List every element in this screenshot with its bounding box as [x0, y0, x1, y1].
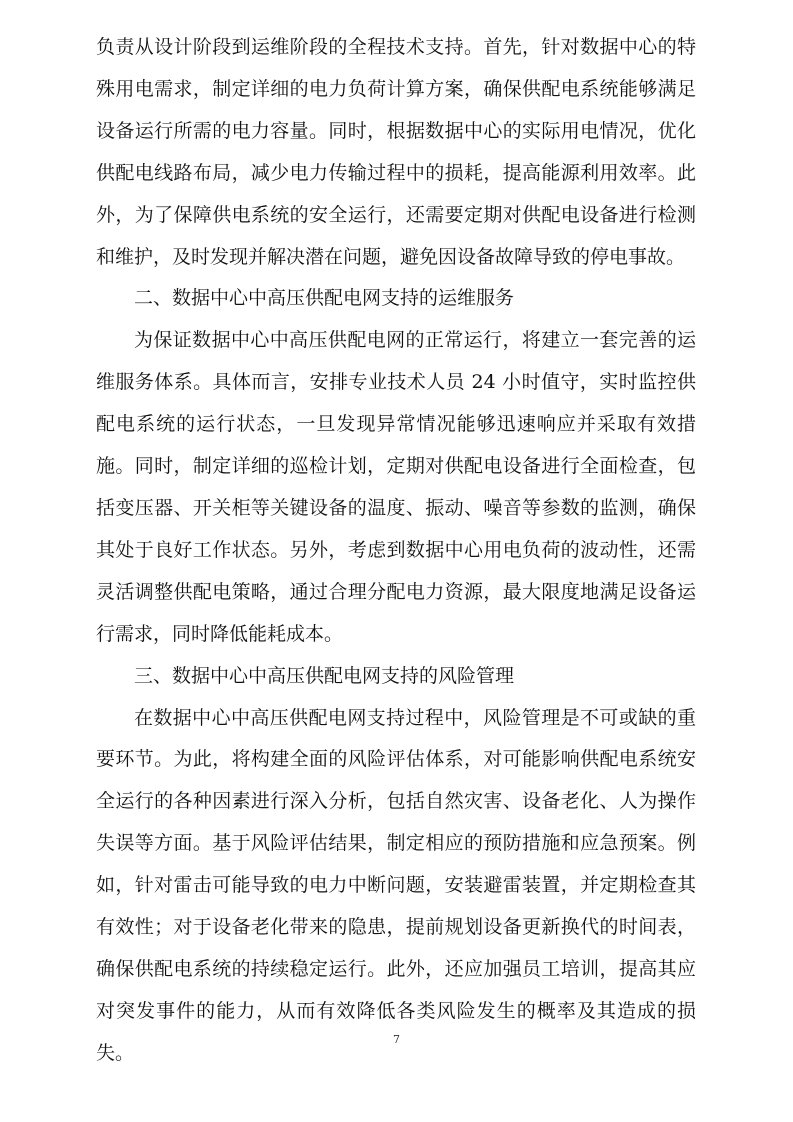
section-heading-risk: 三、数据中心中高压供配电网支持的风险管理: [134, 664, 515, 687]
document-body: [96, 27, 696, 1075]
paragraph-continued-intro: 负责从设计阶段到运维阶段的全程技术支持。首先，针对数据中心的特殊用电需求，制定详细的电力负荷计算方案，确保供配电系统能够满足设备运行所需的电力容量。同时，根据数据中心的实际用电情况，优化供配电线路布局，减少电力传输过程中的损耗，提高能源利用效率。此外，为了保障供电系统的安全运行，还需要定期对供配电设备进行检测和维护，及时发现并解决潜在问题，避免因设备故障导致的停电事故。: [96, 36, 696, 268]
page-number: 7: [393, 1033, 400, 1046]
section-heading-operations: 二、数据中心中高压供配电网支持的运维服务: [134, 287, 515, 310]
paragraph-risk: 在数据中心中高压供配电网支持过程中，风险管理是不可或缺的重要环节。为此，将构建全面的风险评估体系，对可能影响供配电系统安全运行的各种因素进行深入分析，包括自然灾害、设备老化、人为操作失误等方面。基于风险评估结果，制定相应的预防措施和应急预案。例如，针对雷击可能导致的电力中断问题，安装避雷装置，并定期检查其有效性；对于设备老化带来的隐患，提前规划设备更新换代的时间表，确保供配电系统的持续稳定运行。此外，还应加强员工培训，提高其应对突发事件的能力，从而有效降低各类风险发生的概率及其造成的损失。: [96, 706, 696, 1064]
paragraph-operations: 为保证数据中心中高压供配电网的正常运行，将建立一套完善的运维服务体系。具体而言，安排专业技术人员 24 小时值守，实时监控供配电系统的运行状态，一旦发现异常情况能够迅速响应并采取有效措施。同时，制定详细的巡检计划，定期对供配电设备进行全面检查，包括变压器、开关柜等关键设备的温度、振动、噪音等参数的监测，确保其处于良好工作状态。另外，考虑到数据中心用电负荷的波动性，还需灵活调整供配电策略，通过合理分配电力资源，最大限度地满足设备运行需求，同时降低能耗成本。: [96, 329, 696, 645]
